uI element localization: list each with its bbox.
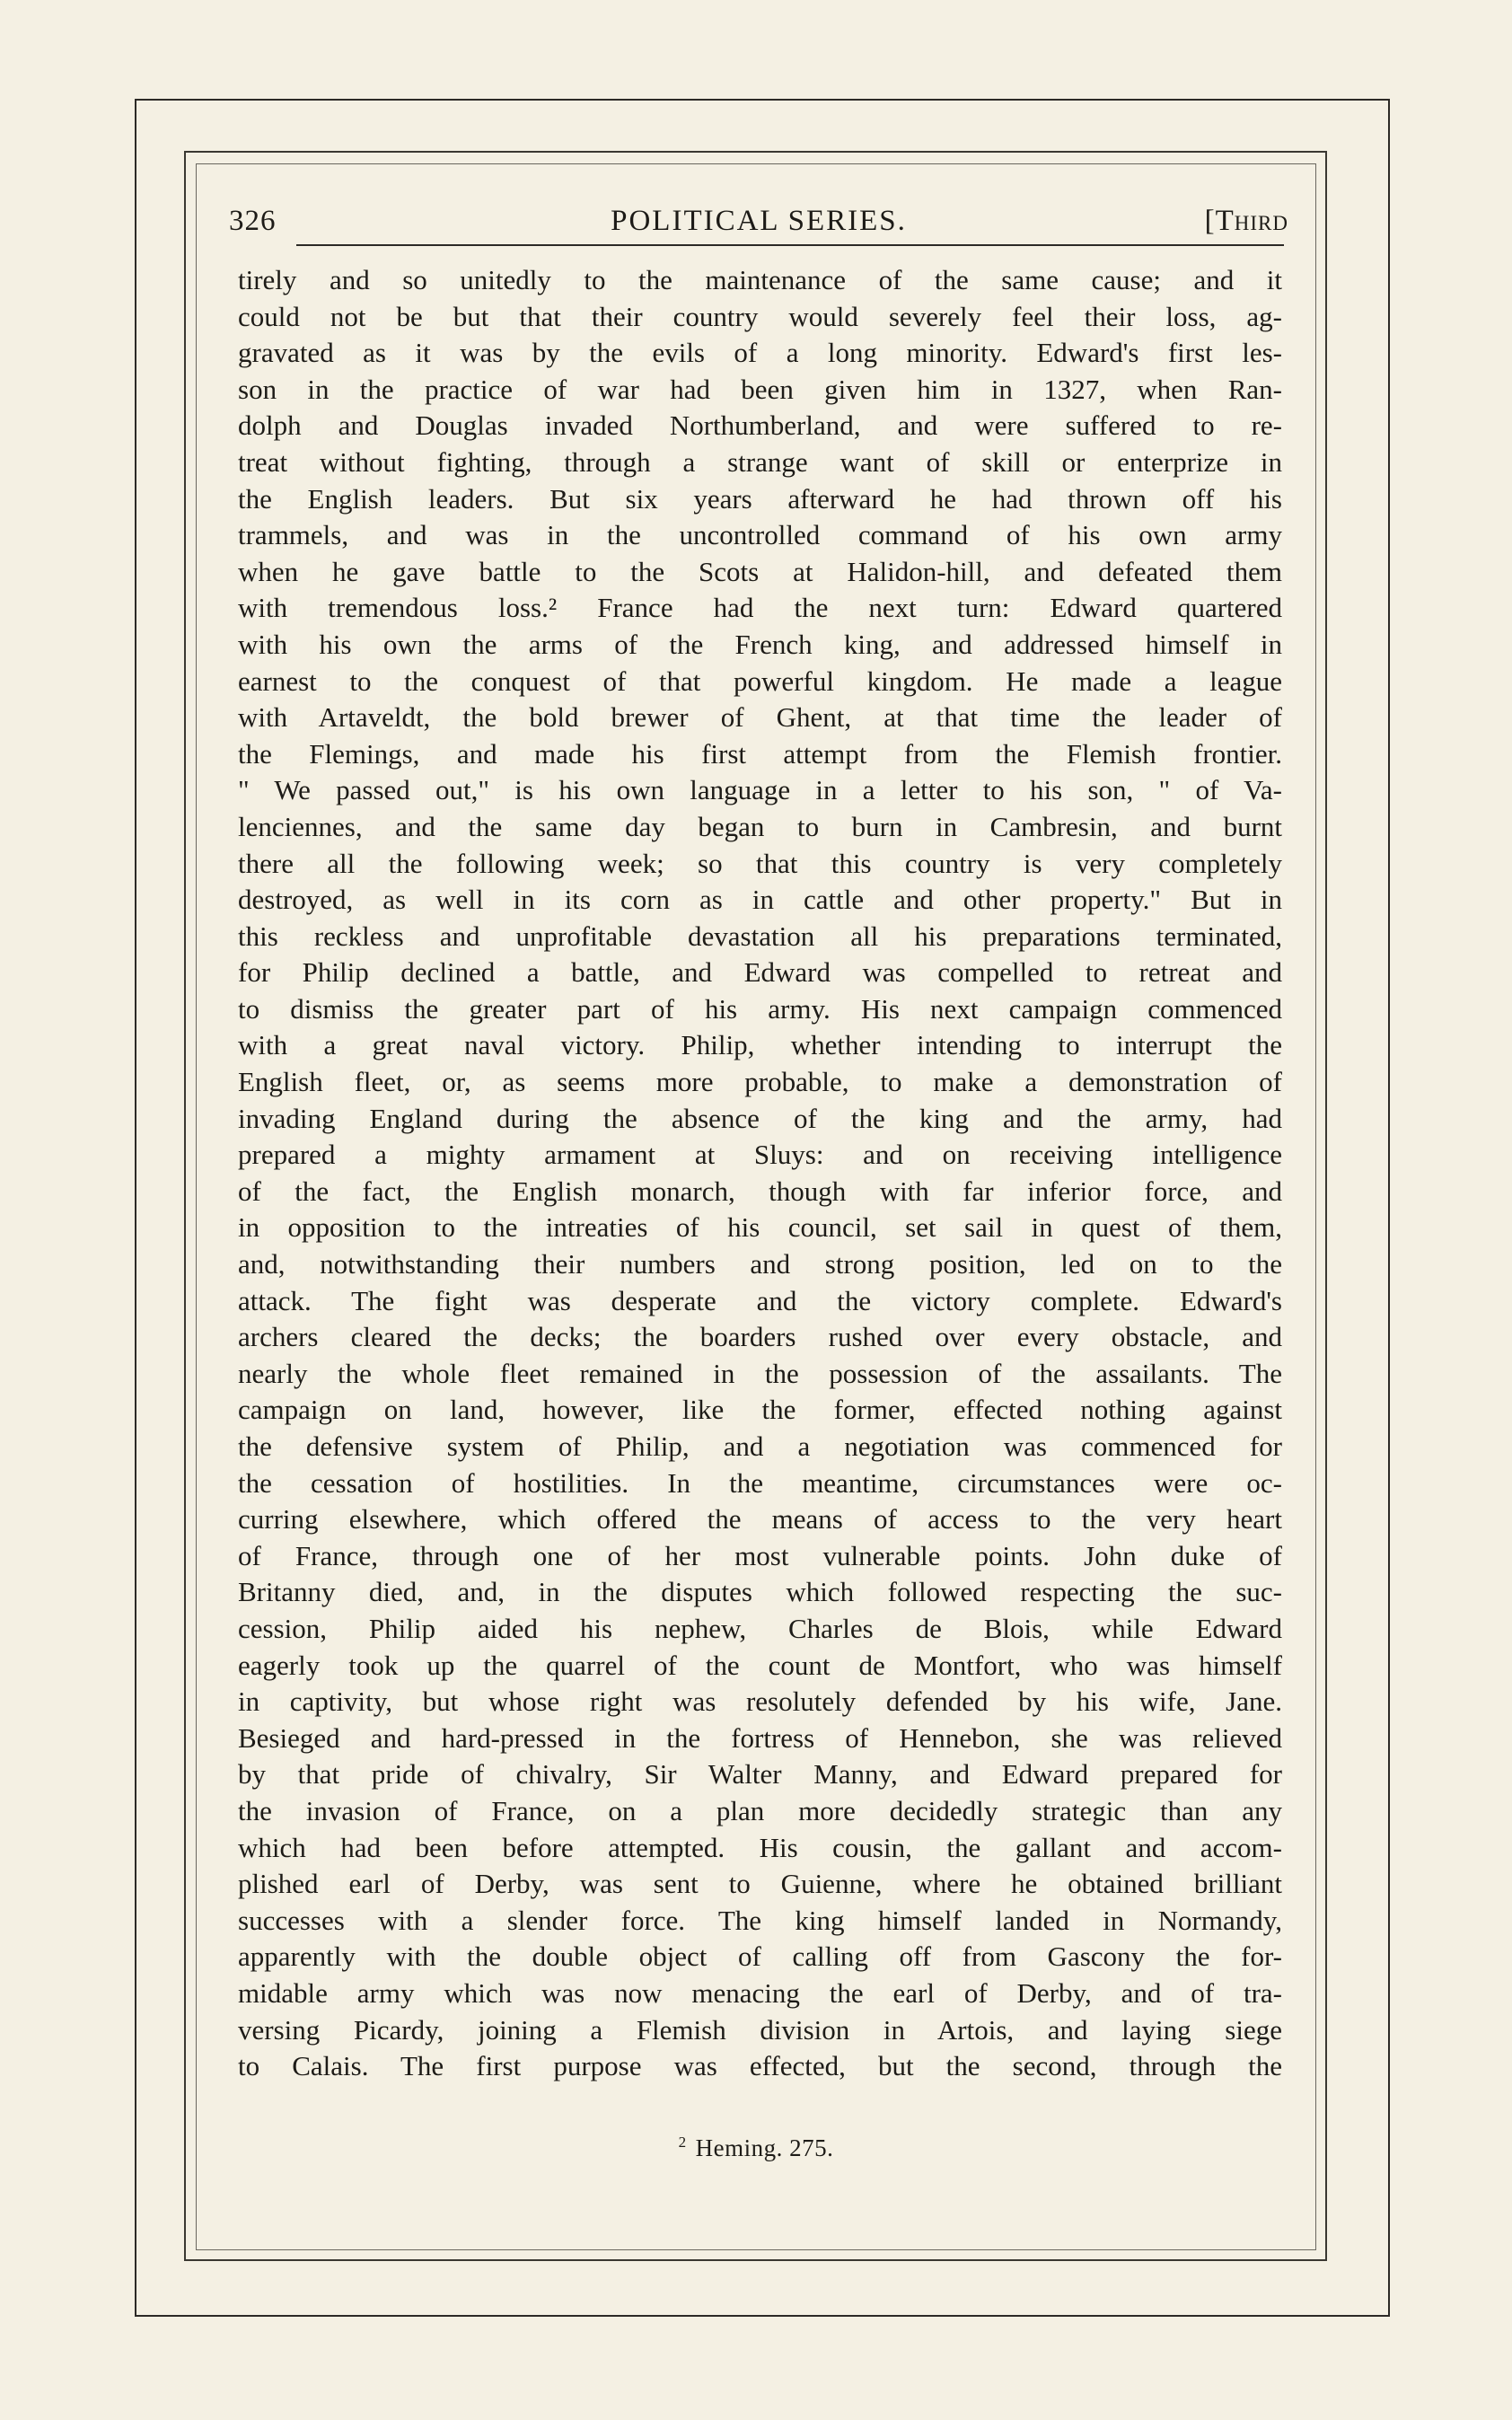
text-line: treat without fighting, through a strange want of skill or enterprize in <box>238 445 1282 478</box>
text-line: could not be but that their country would severely feel their loss, ag- <box>238 300 1282 332</box>
text-line: with tremendous loss.² France had the next turn: Edward quartered <box>238 592 1282 624</box>
page-number: 326 <box>229 205 277 237</box>
running-head <box>229 205 1288 244</box>
text-line: eagerly took up the quarrel of the count de Montfort, who was himself <box>238 1649 1282 1681</box>
text-line: lenciennes, and the same day began to burn in Cambresin, and burnt <box>238 810 1282 842</box>
text-line: attack. The fight was desperate and the victory complete. Edward's <box>238 1284 1282 1316</box>
text-line: Besieged and hard-pressed in the fortress of Hennebon, she was relieved <box>238 1721 1282 1754</box>
text-line: trammels, and was in the uncontrolled command of his own army <box>238 519 1282 551</box>
text-line: gravated as it was by the evils of a long minority. Edward's first les- <box>238 337 1282 369</box>
text-line: of France, through one of her most vulnerable points. John duke of <box>238 1539 1282 1571</box>
text-line: when he gave battle to the Scots at Halidon-hill, and defeated them <box>238 555 1282 587</box>
text-line: Britanny died, and, in the disputes which followed respecting the suc- <box>238 1576 1282 1608</box>
text-line: plished earl of Derby, was sent to Guienne, where he obtained brilliant <box>238 1868 1282 1900</box>
footnote-text: Heming. 275. <box>695 2134 834 2161</box>
text-line: midable army which was now menacing the earl of Derby, and of tra- <box>238 1976 1282 2009</box>
text-line: for Philip declined a battle, and Edward was compelled to retreat and <box>238 956 1282 989</box>
text-line: in opposition to the intreaties of his council, set sail in quest of them, <box>238 1211 1282 1244</box>
text-line: this reckless and unprofitable devastation all his preparations terminated, <box>238 920 1282 952</box>
text-line: to dismiss the greater part of his army. His next campaign commenced <box>238 992 1282 1025</box>
text-line: with Artaveldt, the bold brewer of Ghent, at that time the leader of <box>238 701 1282 734</box>
text-line: dolph and Douglas invaded Northumberland, and were suffered to re- <box>238 409 1282 442</box>
text-line: the cessation of hostilities. In the meantime, circumstances were oc- <box>238 1466 1282 1499</box>
text-line: of the fact, the English monarch, though with far inferior force, and <box>238 1175 1282 1207</box>
text-line: which had been before attempted. His cousin, the gallant and accom- <box>238 1831 1282 1863</box>
text-line: successes with a slender force. The king himself landed in Normandy, <box>238 1904 1282 1936</box>
text-line: with a great naval victory. Philip, whether intending to interrupt the <box>238 1029 1282 1061</box>
text-line: cession, Philip aided his nephew, Charles de Blois, while Edward <box>238 1612 1282 1644</box>
body-text <box>238 262 1282 2085</box>
footnote-marker: 2 <box>678 2134 687 2151</box>
text-line: son in the practice of war had been given him in 1327, when Ran- <box>238 373 1282 405</box>
text-line: the English leaders. But six years afterward he had thrown off his <box>238 482 1282 515</box>
text-line: tirely and so unitedly to the maintenance of the same cause; and it <box>238 264 1282 295</box>
text-line: to Calais. The first purpose was effected, but the second, through the <box>238 2050 1282 2082</box>
text-line: prepared a mighty armament at Sluys: and on receiving intelligence <box>238 1139 1282 1171</box>
text-line: the defensive system of Philip, and a negotiation was commenced for <box>238 1430 1282 1462</box>
series-title: POLITICAL SERIES. <box>611 205 907 237</box>
header-rule <box>296 244 1284 246</box>
text-line: destroyed, as well in its corn as in cattle and other property." But in <box>238 884 1282 916</box>
section-marker: [Third <box>1204 205 1288 237</box>
text-line: apparently with the double object of calling off from Gascony the for- <box>238 1940 1282 1973</box>
text-line: by that pride of chivalry, Sir Walter Manny, and Edward prepared for <box>238 1758 1282 1791</box>
text-line: invading England during the absence of the king and the army, had <box>238 1102 1282 1134</box>
text-line: there all the following week; so that this country is very completely <box>238 847 1282 879</box>
text-line: in captivity, but whose right was resolutely defended by his wife, Jane. <box>238 1685 1282 1718</box>
text-line: earnest to the conquest of that powerful kingdom. He made a league <box>238 664 1282 697</box>
text-line: " We passed out," is his own language in a letter to his son, " of Va- <box>238 774 1282 806</box>
text-line: the Flemings, and made his first attempt from the Flemish frontier. <box>238 737 1282 770</box>
text-line: nearly the whole fleet remained in the possession of the assailants. The <box>238 1357 1282 1389</box>
text-line: English fleet, or, as seems more probable, to make a demonstration of <box>238 1066 1282 1098</box>
text-line: versing Picardy, joining a Flemish division in Artois, and laying siege <box>238 2013 1282 2046</box>
text-line: the invasion of France, on a plan more decidedly strategic than any <box>238 1794 1282 1826</box>
text-line: and, notwithstanding their numbers and strong position, led on to the <box>238 1248 1282 1280</box>
text-line: with his own the arms of the French king, and addressed himself in <box>238 628 1282 660</box>
text-line: campaign on land, however, like the former, effected nothing against <box>238 1394 1282 1426</box>
footnote <box>0 2134 1512 2162</box>
text-line: curring elsewhere, which offered the means of access to the very heart <box>238 1503 1282 1536</box>
text-line: archers cleared the decks; the boarders rushed over every obstacle, and <box>238 1321 1282 1353</box>
